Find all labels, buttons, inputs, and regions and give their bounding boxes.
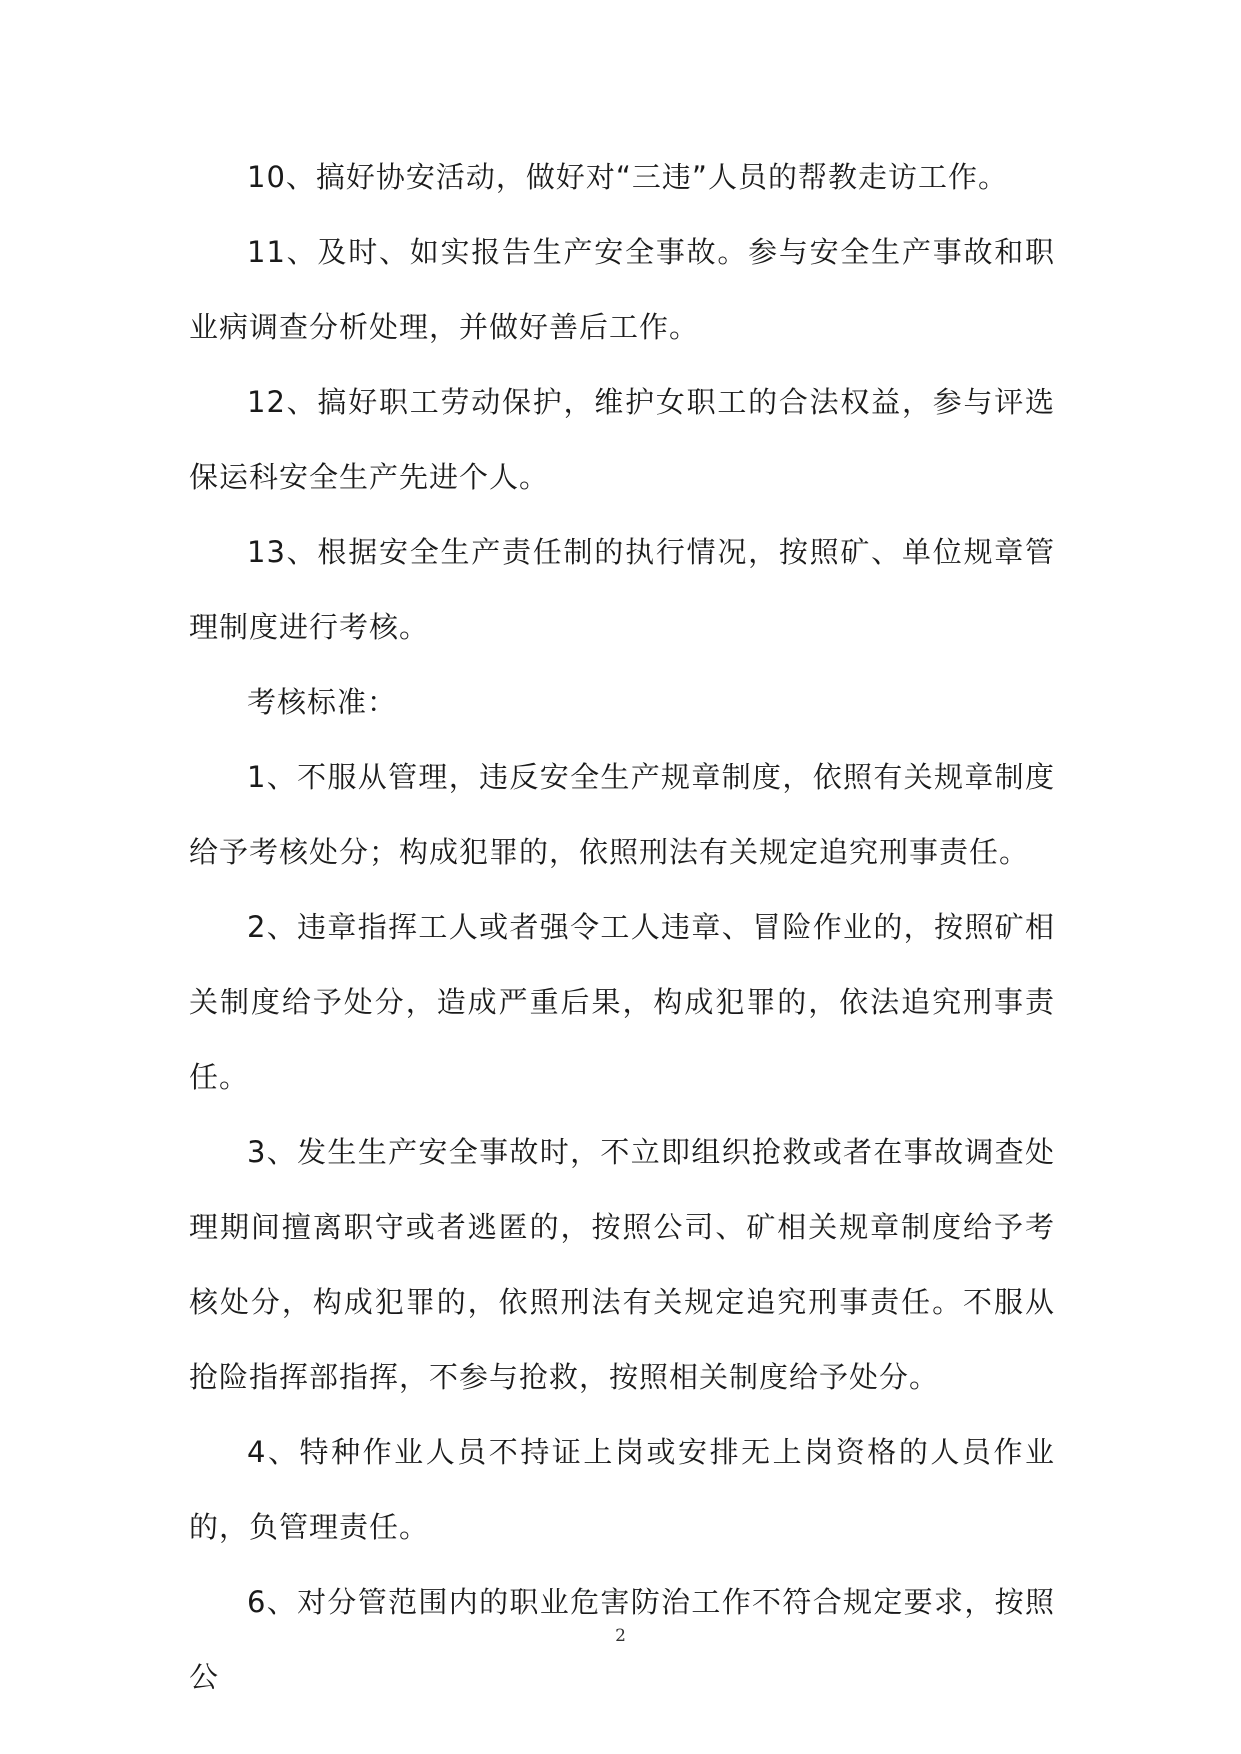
paragraph-item-10: 10、搞好协安活动，做好对“三违”人员的帮教走访工作。 bbox=[247, 160, 1008, 194]
assessment-standard-heading: 考核标准： bbox=[247, 685, 398, 719]
paragraph-item-13: 13、根据安全生产责任制的执行情况，按照矿、单位规章管理制度进行考核。 bbox=[189, 535, 1055, 644]
standard-item-4: 4、特种作业人员不持证上岗或安排无上岗资格的人员作业的，负管理责任。 bbox=[189, 1435, 1055, 1544]
paragraph-item-11: 11、及时、如实报告生产安全事故。参与安全生产事故和职业病调查分析处理，并做好善后工作。 bbox=[189, 235, 1055, 344]
standard-item-6: 6、对分管范围内的职业危害防治工作不符合规定要求，按照公 bbox=[189, 1585, 1055, 1694]
document-body bbox=[189, 140, 1055, 1715]
page-number: 2 bbox=[615, 1626, 626, 1646]
standard-item-3: 3、发生生产安全事故时，不立即组织抢救或者在事故调查处理期间擅离职守或者逃匿的，按照公司、矿相关规章制度给予考核处分，构成犯罪的，依照刑法有关规定追究刑事责任。不服从抢险指挥部指挥，不参与抢救，按照相关制度给予处分。 bbox=[189, 1135, 1055, 1394]
standard-item-1: 1、不服从管理，违反安全生产规章制度，依照有关规章制度给予考核处分；构成犯罪的，依照刑法有关规定追究刑事责任。 bbox=[189, 760, 1055, 869]
standard-item-2: 2、违章指挥工人或者强令工人违章、冒险作业的，按照矿相关制度给予处分，造成严重后果，构成犯罪的，依法追究刑事责任。 bbox=[189, 910, 1055, 1094]
paragraph-item-12: 12、搞好职工劳动保护，维护女职工的合法权益，参与评选保运科安全生产先进个人。 bbox=[189, 385, 1055, 494]
